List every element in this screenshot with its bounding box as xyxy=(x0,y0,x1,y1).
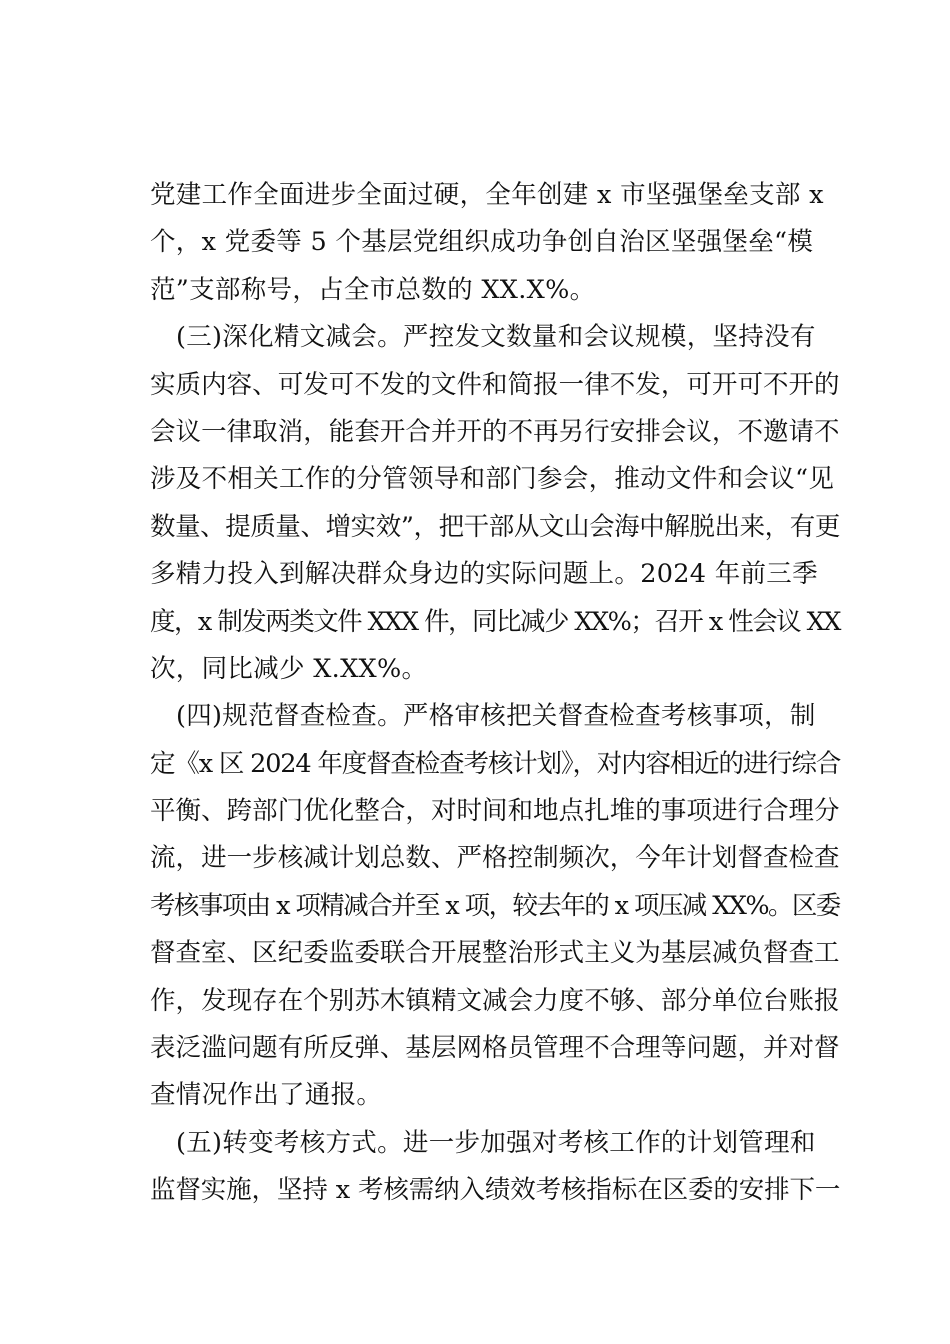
text-line: 实质内容、可发可不发的文件和简报一律不发，可开可不开的 xyxy=(150,369,840,400)
section-heading-line: (三)深化精文减会。严控发文数量和会议规模，坚持没有 xyxy=(176,322,816,353)
section-heading-line: (五)转变考核方式。进一步加强对考核工作的计划管理和 xyxy=(176,1127,816,1158)
text-line: 查情况作出了通报。 xyxy=(150,1080,383,1111)
text-line: 度，x 制发两类文件 XXX 件，同比减少 XX%；召开 x 性会议 XX xyxy=(150,606,840,637)
text-line: 会议一律取消，能套开合并开的不再另行安排会议，不邀请不 xyxy=(150,416,840,447)
section-heading-line: (四)规范督查检查。严格审核把关督查检查考核事项，制 xyxy=(176,701,816,732)
text-line: 流，进一步核减计划总数、严格控制频次，今年计划督查检查 xyxy=(150,843,840,874)
text-line: 定《x 区 2024 年度督查检查考核计划》，对内容相近的进行综合 xyxy=(150,748,841,779)
text-line: 范”支部称号，占全市总数的 XX.X%。 xyxy=(150,274,596,305)
text-line: 多精力投入到解决群众身边的实际问题上。2024 年前三季 xyxy=(150,559,818,590)
text-line: 涉及不相关工作的分管领导和部门参会，推动文件和会议“见 xyxy=(150,464,835,495)
text-line: 党建工作全面进步全面过硬，全年创建 x 市坚强堡垒支部 x xyxy=(150,180,824,210)
text-line: 次，同比减少 X.XX%。 xyxy=(150,653,428,684)
text-line: 平衡、跨部门优化整合，对时间和地点扎堆的事项进行合理分 xyxy=(150,796,840,827)
document-body xyxy=(150,172,840,1215)
text-line: 个，x 党委等 5 个基层党组织成功争创自治区坚强堡垒“模 xyxy=(150,227,814,258)
text-line: 数量、提质量、增实效”，把干部从文山会海中解脱出来，有更 xyxy=(150,511,840,542)
text-line: 督查室、区纪委监委联合开展整治形式主义为基层减负督查工 xyxy=(150,938,840,969)
text-line: 考核事项由 x 项精减合并至 x 项，较去年的 x 项压减 XX%。区委 xyxy=(150,890,840,921)
text-line: 表泛滥问题有所反弹、基层网格员管理不合理等问题，并对督 xyxy=(150,1033,840,1064)
text-line: 作，发现存在个别苏木镇精文减会力度不够、部分单位台账报 xyxy=(150,985,840,1016)
text-line: 监督实施，坚持 x 考核需纳入绩效考核指标在区委的安排下一 xyxy=(150,1175,841,1206)
